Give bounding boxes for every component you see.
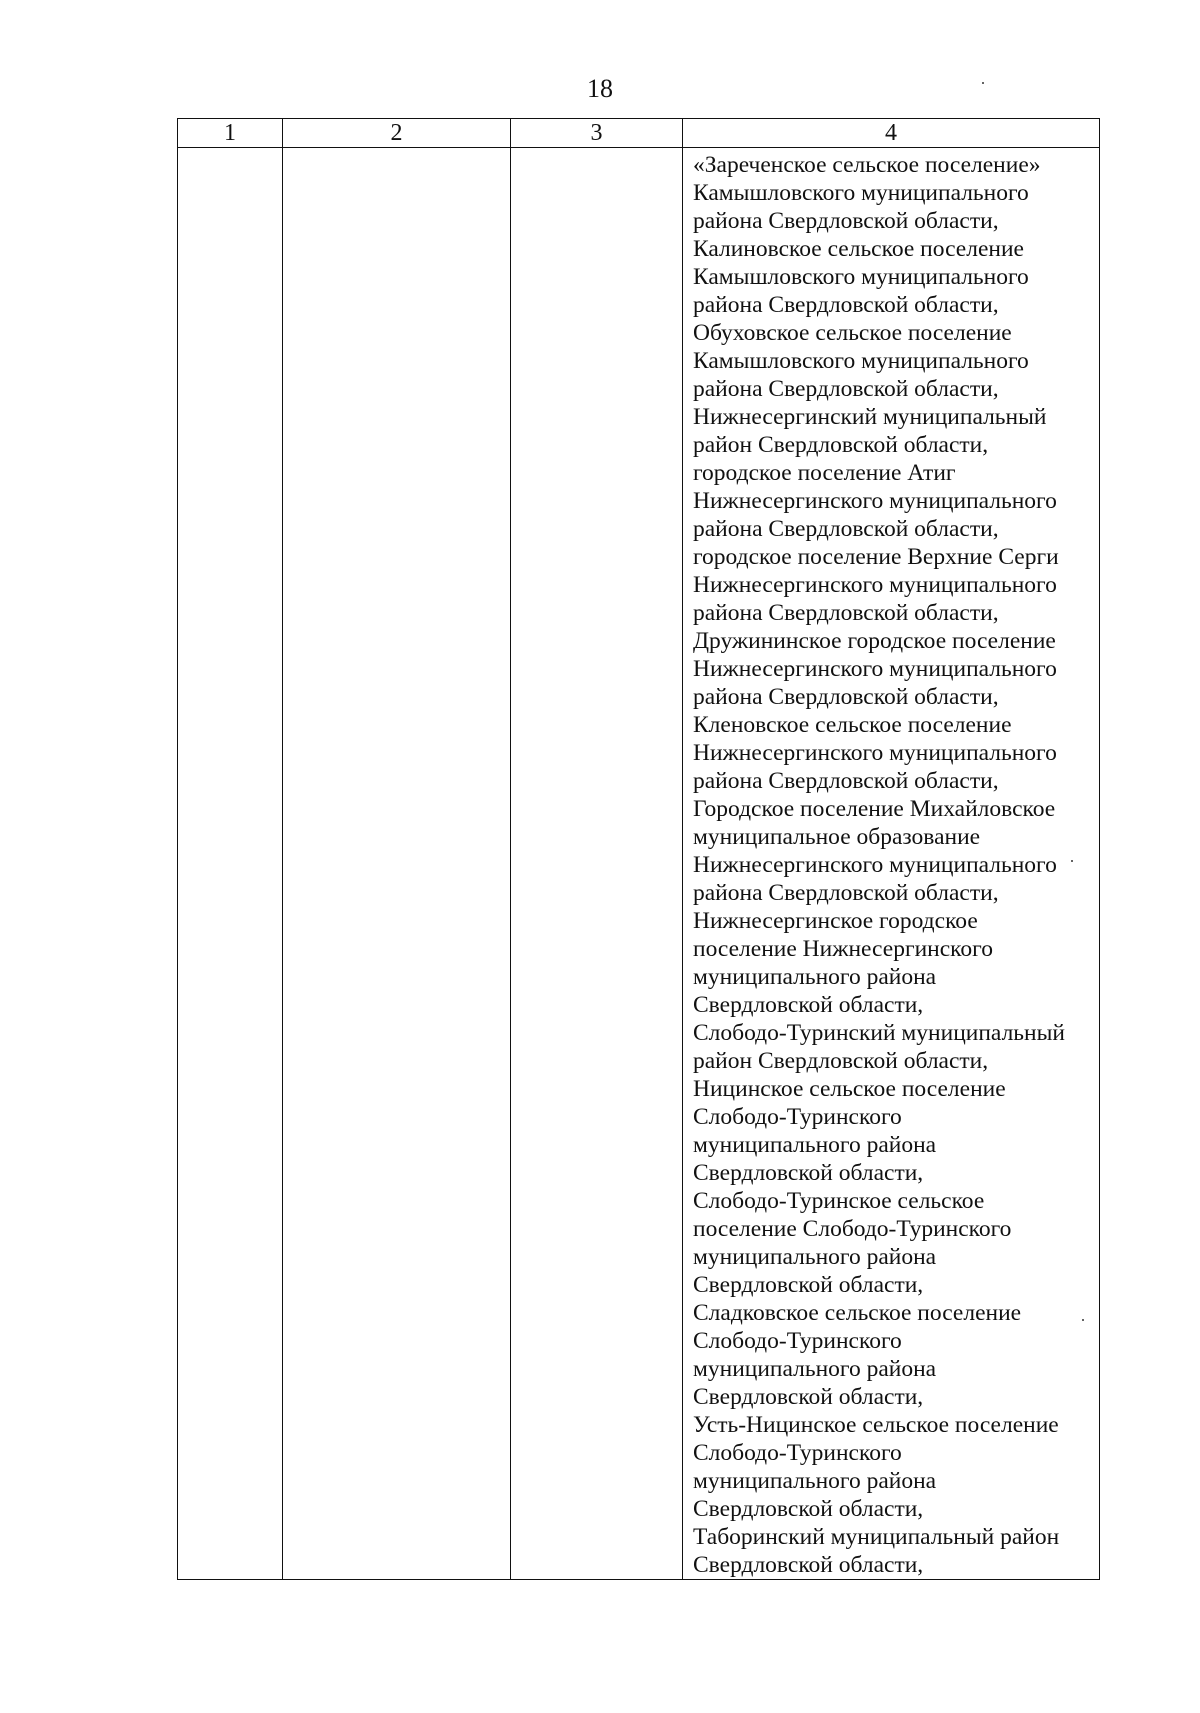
municipality-line: Таборинский муниципальный район bbox=[693, 1524, 1060, 1550]
municipality-line: Слободо-Туринского bbox=[693, 1440, 902, 1466]
municipality-line: Камышловского муниципального bbox=[693, 264, 1029, 290]
municipality-line: городское поселение Верхние Серги bbox=[693, 544, 1059, 570]
municipality-line: района Свердловской области, bbox=[693, 600, 999, 626]
column-header-4: 4 bbox=[683, 119, 1100, 148]
municipality-line: района Свердловской области, bbox=[693, 768, 999, 794]
municipality-line: Слободо-Туринский муниципальный bbox=[693, 1020, 1065, 1046]
municipality-line: района Свердловской области, bbox=[693, 880, 999, 906]
municipality-line: Усть-Ницинское сельское поселение bbox=[693, 1412, 1059, 1438]
municipality-line: Нижнесергинского муниципального bbox=[693, 656, 1057, 682]
municipality-line: Свердловской области, bbox=[693, 1272, 924, 1298]
municipality-line: района Свердловской области, bbox=[693, 516, 999, 542]
municipality-line: Свердловской области, bbox=[693, 1384, 924, 1410]
municipality-line: муниципального района bbox=[693, 1468, 937, 1494]
page-number: 18 bbox=[587, 74, 613, 103]
municipality-line: Ницинское сельское поселение bbox=[693, 1076, 1006, 1102]
municipality-line: муниципального района bbox=[693, 1244, 937, 1270]
municipality-line: Свердловской области, bbox=[693, 1552, 924, 1578]
municipality-line: Свердловской области, bbox=[693, 992, 924, 1018]
municipality-line: район Свердловской области, bbox=[693, 1048, 989, 1074]
municipality-line: Свердловской области, bbox=[693, 1496, 924, 1522]
municipality-line: Слободо-Туринского bbox=[693, 1104, 902, 1130]
column-header-3: 3 bbox=[511, 119, 683, 148]
cell-col2 bbox=[283, 148, 511, 1580]
document-table bbox=[177, 118, 1100, 1580]
municipality-line: муниципального района bbox=[693, 1132, 937, 1158]
column-header-1: 1 bbox=[178, 119, 283, 148]
municipality-line: «Зареченское сельское поселение» bbox=[693, 152, 1041, 178]
municipality-line: Городское поселение Михайловское bbox=[693, 796, 1056, 822]
municipality-line: городское поселение Атиг bbox=[693, 460, 956, 486]
table-header-row bbox=[178, 119, 1100, 148]
municipality-line: Свердловской области, bbox=[693, 1160, 924, 1186]
municipality-line: района Свердловской области, bbox=[693, 208, 999, 234]
municipality-line: Кленовское сельское поселение bbox=[693, 712, 1012, 738]
column-header-2: 2 bbox=[283, 119, 511, 148]
municipality-line: Камышловского муниципального bbox=[693, 180, 1029, 206]
municipality-line: поселение Слободо-Туринского bbox=[693, 1216, 1012, 1242]
municipality-line: Нижнесергинский муниципальный bbox=[693, 404, 1047, 430]
municipality-line: Обуховское сельское поселение bbox=[693, 320, 1012, 346]
municipality-line: района Свердловской области, bbox=[693, 684, 999, 710]
municipality-line: Нижнесергинское городское bbox=[693, 908, 978, 934]
municipality-line: муниципального района bbox=[693, 1356, 937, 1382]
municipality-line: района Свердловской области, bbox=[693, 376, 999, 402]
municipality-line: муниципальное образование bbox=[693, 824, 981, 850]
municipality-line: район Свердловской области, bbox=[693, 432, 989, 458]
municipality-line: Нижнесергинского муниципального bbox=[693, 852, 1057, 878]
cell-municipalities-list bbox=[683, 148, 1100, 1580]
municipality-line: Калиновское сельское поселение bbox=[693, 236, 1024, 262]
cell-col3 bbox=[511, 148, 683, 1580]
municipality-line: Нижнесергинского муниципального bbox=[693, 488, 1057, 514]
municipality-line: Слободо-Туринского bbox=[693, 1328, 902, 1354]
municipality-line: района Свердловской области, bbox=[693, 292, 999, 318]
municipality-line: Нижнесергинского муниципального bbox=[693, 740, 1057, 766]
municipality-line: Нижнесергинского муниципального bbox=[693, 572, 1057, 598]
municipality-line: Камышловского муниципального bbox=[693, 348, 1029, 374]
municipality-line: муниципального района bbox=[693, 964, 937, 990]
table-row bbox=[178, 148, 1100, 1580]
municipality-line: Слободо-Туринское сельское bbox=[693, 1188, 985, 1214]
municipality-line: Сладковское сельское поселение bbox=[693, 1300, 1022, 1326]
scan-speck bbox=[982, 82, 984, 84]
municipality-line: Дружининское городское поселение bbox=[693, 628, 1056, 654]
cell-col1 bbox=[178, 148, 283, 1580]
municipality-line: поселение Нижнесергинского bbox=[693, 936, 993, 962]
